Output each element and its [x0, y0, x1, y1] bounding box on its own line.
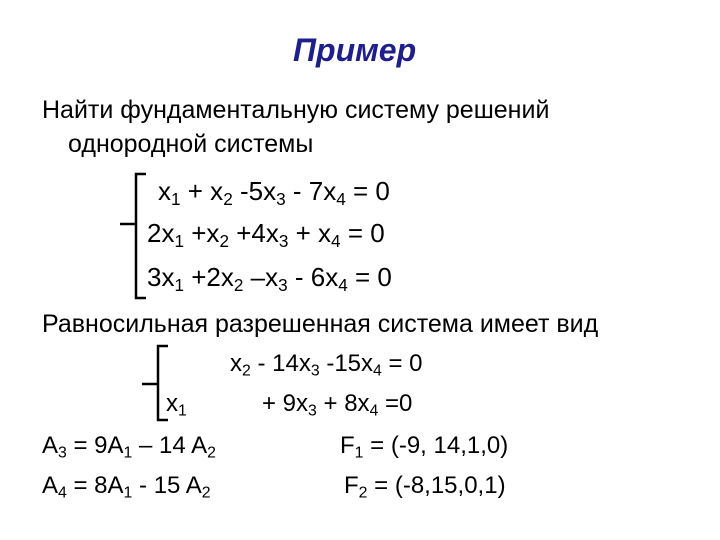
system-equation-2 [147, 218, 385, 249]
resolved-intro: Равносильная разрешенная система имеет вид [42, 310, 599, 338]
math-subscript: 1 [174, 230, 185, 251]
math-text: = (-9, 14,1,0) [363, 432, 509, 459]
formula-f1 [340, 432, 508, 460]
math-text: + x [288, 218, 332, 248]
math-text: - 14x [250, 350, 311, 377]
math-text: A [42, 432, 59, 459]
math-subscript: 3 [278, 230, 289, 251]
math-subscript: 4 [331, 230, 341, 251]
math-subscript: 2 [223, 188, 233, 209]
math-text: -5x [232, 176, 277, 206]
math-text: –x [243, 262, 279, 292]
math-text: = 0 [381, 350, 423, 377]
math-text: - 15 A [132, 472, 202, 499]
math-text: -15x [319, 350, 374, 377]
math-subscript: 3 [276, 188, 286, 209]
math-subscript: 3 [308, 402, 317, 420]
formula-a4 [42, 472, 211, 500]
math-text: + 8x [316, 390, 370, 417]
math-text: – 14 A [132, 432, 208, 459]
math-text: =0 [378, 390, 413, 417]
math-text: = 9A [66, 432, 124, 459]
math-subscript: 1 [123, 444, 133, 462]
math-text: +4x [228, 218, 279, 248]
math-subscript: 1 [354, 444, 364, 462]
math-text: F [344, 472, 359, 499]
math-text: +x [184, 218, 220, 248]
math-text: - 7x [285, 176, 337, 206]
math-subscript: 2 [242, 362, 251, 380]
math-subscript: 2 [207, 444, 216, 462]
slide-title: Пример [293, 32, 417, 68]
formula-a3 [42, 432, 216, 460]
math-subscript: 4 [369, 402, 379, 420]
math-subscript: 2 [219, 230, 229, 251]
math-subscript: 1 [174, 274, 185, 295]
math-text: 3x [147, 262, 175, 292]
resolved-equation-2-left [166, 390, 187, 418]
resolved-equation-1 [230, 350, 423, 378]
math-text: A [42, 472, 59, 499]
math-text: +2x [184, 262, 234, 292]
intro-line-2: однородной системы [68, 130, 314, 158]
intro-line-1: Найти фундаментальную систему решений [42, 96, 550, 124]
system-equation-3 [147, 262, 392, 293]
math-text: = 8A [66, 472, 124, 499]
math-text: x [230, 350, 242, 377]
math-subscript: 2 [201, 484, 211, 502]
math-text: + x [180, 176, 224, 206]
math-subscript: 3 [58, 444, 67, 462]
math-text: + 9x [262, 390, 309, 417]
math-text: = 0 [347, 262, 392, 292]
math-text: x [158, 176, 171, 206]
math-text: = 0 [345, 176, 390, 206]
math-text: F [340, 432, 355, 459]
math-subscript: 4 [336, 188, 346, 209]
resolved-equation-2-right [262, 390, 412, 418]
math-subscript: 4 [338, 274, 348, 295]
math-subscript: 3 [310, 362, 320, 380]
math-subscript: 4 [373, 362, 382, 380]
math-subscript: 1 [178, 402, 187, 420]
formula-f2 [344, 472, 506, 500]
math-text: x [166, 390, 178, 417]
math-subscript: 3 [278, 274, 288, 295]
math-subscript: 1 [123, 484, 133, 502]
math-text: = (-8,15,0,1) [367, 472, 506, 499]
math-text: 2x [147, 218, 175, 248]
math-subscript: 2 [358, 484, 368, 502]
math-text: - 6x [287, 262, 339, 292]
system-equation-1 [158, 176, 390, 207]
math-subscript: 4 [58, 484, 67, 502]
math-text: = 0 [340, 218, 385, 248]
math-subscript: 1 [171, 188, 181, 209]
math-subscript: 2 [233, 274, 244, 295]
